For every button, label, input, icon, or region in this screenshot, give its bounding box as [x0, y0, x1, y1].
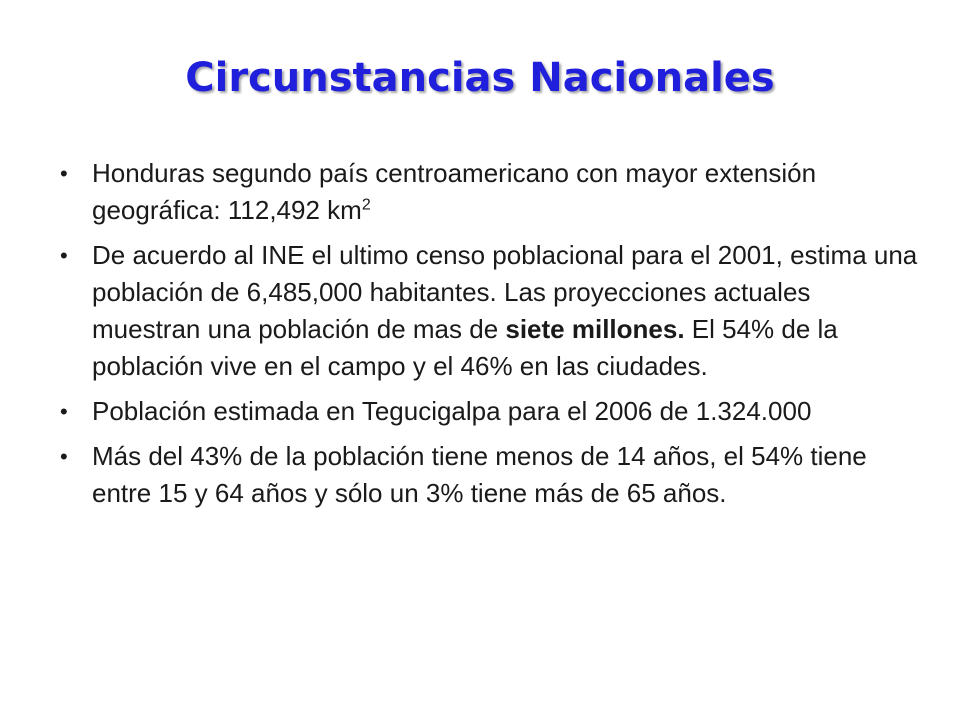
bullet-item-census [60, 237, 920, 385]
bullet-icon: • [60, 161, 68, 186]
bullet-text-census-bold: siete millones. [505, 314, 685, 344]
bullet-icon: • [60, 399, 68, 424]
bullet-text-census-before: De acuerdo al INE el ultimo censo poblacional para el 2001, estima una población de 6,485,000 habitantes. Las proyecciones actuales muestran una población de mas de [92, 240, 918, 344]
bullet-icon: • [60, 243, 68, 268]
bullet-icon: • [60, 444, 68, 469]
bullet-text-age-distribution: Más del 43% de la población tiene menos de 14 años, el 54% tiene entre 15 y 64 años y sólo un 3% tiene más de 65 años. [92, 441, 867, 508]
bullet-text-census-after: El 54% de la población vive en el campo y el 46% en las ciudades. [92, 314, 838, 381]
bullet-item-age-distribution [60, 438, 920, 512]
slide-title: Circunstancias Nacionales [185, 55, 775, 101]
superscript-exponent: 2 [361, 196, 371, 214]
bullet-text-area: Honduras segundo país centroamericano con mayor extensión geográfica: 112,492 km [92, 158, 817, 225]
bullet-item-area [60, 155, 920, 229]
bullet-text-tegucigalpa: Población estimada en Tegucigalpa para el 2006 de 1.324.000 [92, 396, 812, 426]
bullet-list [60, 155, 920, 520]
bullet-item-tegucigalpa [60, 393, 920, 430]
